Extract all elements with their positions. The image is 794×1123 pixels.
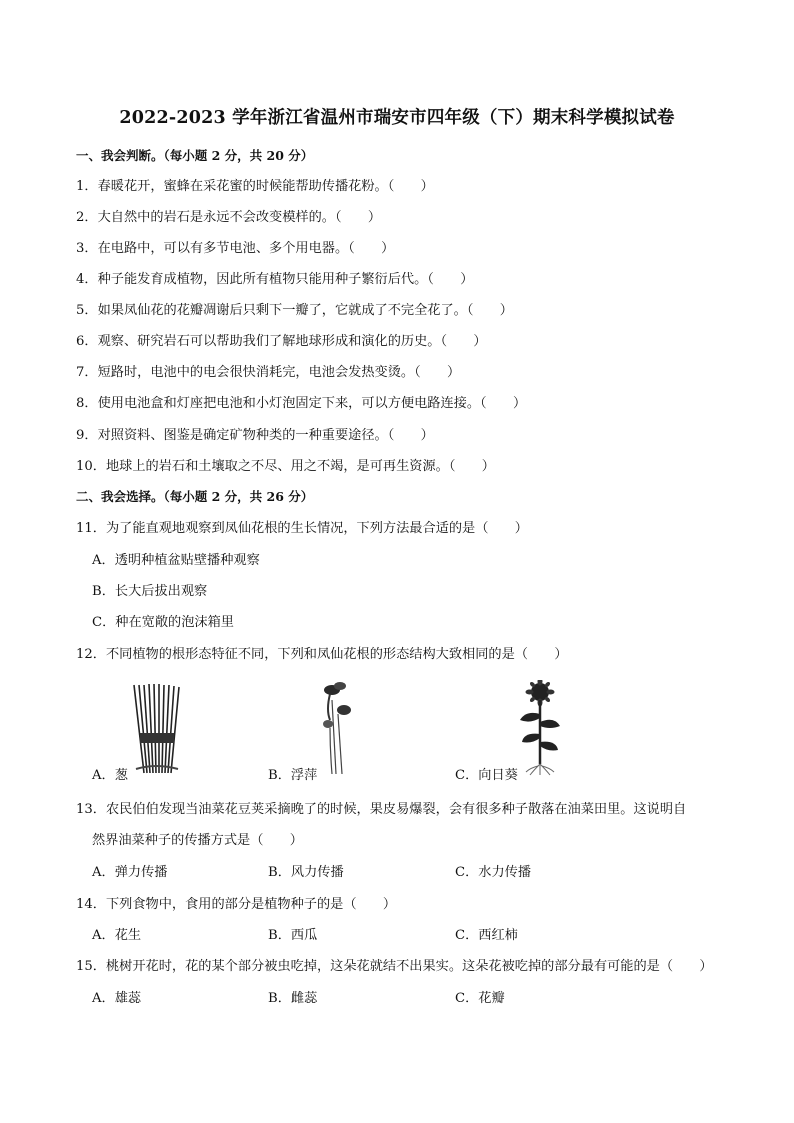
q14-option-a: A．花生 [92,928,142,943]
judge-item-2: 2．大自然中的岩石是永远不会改变模样的。（ ） [76,210,382,225]
judge-item-6: 6．观察、研究岩石可以帮助我们了解地球形成和演化的历史。（ ） [76,334,487,349]
q11-option-a: A．透明种植盆贴壁播种观察 [92,553,260,568]
q14-option-c: C．西红柿 [455,928,518,943]
q11-stem: 11．为了能直观地观察到凤仙花根的生长情况，下列方法最合适的是（ ） [76,521,528,536]
judge-item-5: 5．如果凤仙花的花瓣凋谢后只剩下一瓣了，它就成了不完全花了。（ ） [76,303,513,318]
q12-option-c: C．向日葵 [455,768,518,783]
judge-item-1: 1．春暖花开，蜜蜂在采花蜜的时候能帮助传播花粉。（ ） [76,179,434,194]
duckweed-image [318,680,358,776]
q15-stem: 15．桃树开花时，花的某个部分被虫吃掉，这朵花就结不出果实。这朵花被吃掉的部分最有可能的是（ ） [76,959,713,974]
q15-option-a: A．雄蕊 [92,991,142,1006]
judge-item-4: 4．种子能发育成植物，因此所有植物只能用种子繁衍后代。（ ） [76,272,474,287]
q15-option-b: B．雌蕊 [268,991,318,1006]
judge-item-9: 9．对照资料、图鉴是确定矿物种类的一种重要途径。（ ） [76,428,434,443]
scallion-image [126,683,186,775]
q13-option-b: B．风力传播 [268,865,344,880]
q13-option-c: C．水力传播 [455,865,532,880]
q11-option-c: C．种在宽敞的泡沫箱里 [92,615,234,630]
judge-item-3: 3．在电路中，可以有多节电池、多个用电器。（ ） [76,241,395,256]
q12-option-b: B．浮萍 [268,768,318,783]
section-heading-choose: 二、我会选择。（每小题 2 分，共 26 分） [76,489,314,504]
sunflower-image [516,680,564,776]
q11-option-b: B．长大后拔出观察 [92,584,208,599]
q15-option-c: C．花瓣 [455,991,505,1006]
judge-item-7: 7．短路时，电池中的电会很快消耗完，电池会发热变烫。（ ） [76,365,461,380]
judge-item-8: 8．使用电池盒和灯座把电池和小灯泡固定下来，可以方便电路连接。（ ） [76,396,527,411]
page-title: 2022-2023 学年浙江省温州市瑞安市四年级（下）期末科学模拟试卷 [119,108,675,128]
q12-option-a: A．葱 [92,768,128,783]
q13-stem-line-1: 13．农民伯伯发现当油菜花豆荚采摘晚了的时候，果皮易爆裂，会有很多种子散落在油菜田里。这说明自 [76,802,687,817]
q13-stem-line-2: 然界油菜种子的传播方式是（ ） [92,833,303,848]
q13-option-a: A．弹力传播 [92,865,168,880]
section-heading-judge: 一、我会判断。（每小题 2 分，共 20 分） [76,148,314,163]
q12-stem: 12．不同植物的根形态特征不同，下列和凤仙花根的形态结构大致相同的是（ ） [76,647,568,662]
q14-option-b: B．西瓜 [268,928,318,943]
q14-stem: 14．下列食物中，食用的部分是植物种子的是（ ） [76,897,397,912]
judge-item-10: 10．地球上的岩石和土壤取之不尽、用之不竭，是可再生资源。（ ） [76,459,495,474]
